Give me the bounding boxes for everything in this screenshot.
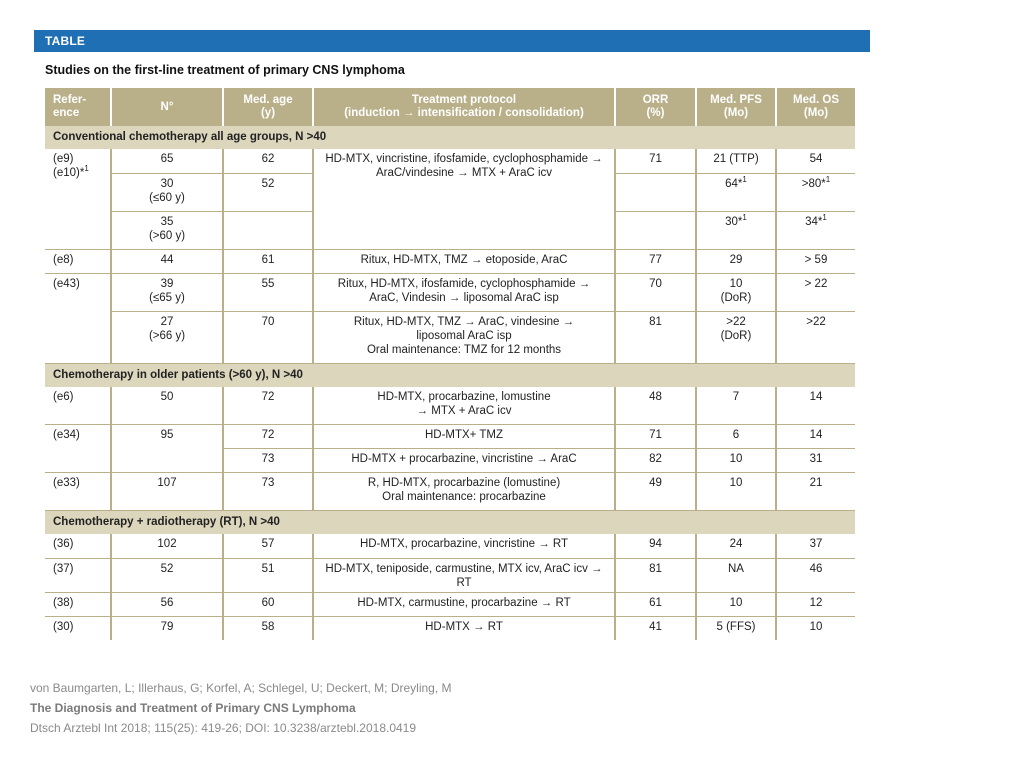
reference-cell: (e33) (45, 473, 111, 511)
studies-table (45, 88, 855, 640)
age-cell: 70 (223, 311, 313, 363)
pfs-cell: 29 (696, 249, 776, 273)
age-cell: 73 (223, 449, 313, 473)
age-cell: 51 (223, 558, 313, 592)
n-cell: 50 (111, 387, 223, 425)
table-panel (34, 30, 870, 640)
orr-cell: 49 (615, 473, 696, 511)
section-row (45, 363, 855, 387)
age-cell: 52 (223, 173, 313, 211)
n-cell: 35 (>60 y) (111, 211, 223, 249)
pfs-cell: NA (696, 558, 776, 592)
age-cell: 55 (223, 273, 313, 311)
n-cell: 107 (111, 473, 223, 511)
protocol-cell: HD-MTX, procarbazine, lomustine → MTX + AraC icv (313, 387, 615, 425)
table-row (45, 425, 855, 449)
os-cell: > 59 (776, 249, 855, 273)
n-cell: 52 (111, 558, 223, 592)
pfs-cell: 24 (696, 534, 776, 558)
n-cell: 30 (≤60 y) (111, 173, 223, 211)
os-cell: 37 (776, 534, 855, 558)
table-row (45, 149, 855, 173)
reference-cell: (36) (45, 534, 111, 558)
citation-authors: von Baumgarten, L; Illerhaus, G; Korfel, A; Schlegel, U; Deckert, M; Dreyling, M (30, 681, 452, 695)
n-cell: 102 (111, 534, 223, 558)
orr-cell: 41 (615, 616, 696, 640)
protocol-cell: HD-MTX, vincristine, ifosfamide, cyclophosphamide → AraC/vindesine → MTX + AraC icv (313, 149, 615, 249)
pfs-cell: 5 (FFS) (696, 616, 776, 640)
pfs-cell: 10 (696, 473, 776, 511)
reference-cell: (30) (45, 616, 111, 640)
table-label-bar: TABLE (34, 30, 870, 52)
os-cell: 12 (776, 592, 855, 616)
pfs-cell: 10 (696, 449, 776, 473)
section-row (45, 511, 855, 535)
age-cell: 72 (223, 387, 313, 425)
n-cell: 44 (111, 249, 223, 273)
age-cell (223, 211, 313, 249)
pfs-cell: 6 (696, 425, 776, 449)
col-orr: ORR (%) (615, 88, 696, 126)
table-caption: Studies on the first-line treatment of primary CNS lymphoma (45, 63, 405, 77)
os-cell: 14 (776, 425, 855, 449)
table-header-row (45, 88, 855, 126)
age-cell: 61 (223, 249, 313, 273)
orr-cell: 61 (615, 592, 696, 616)
protocol-cell: HD-MTX, carmustine, procarbazine → RT (313, 592, 615, 616)
orr-cell (615, 173, 696, 211)
orr-cell: 71 (615, 149, 696, 173)
col-protocol: Treatment protocol (induction → intensification / consolidation) (313, 88, 615, 126)
protocol-cell: Ritux, HD-MTX, TMZ → etoposide, AraC (313, 249, 615, 273)
n-cell: 27 (>66 y) (111, 311, 223, 363)
os-cell: 14 (776, 387, 855, 425)
age-cell: 57 (223, 534, 313, 558)
reference-cell: (37) (45, 558, 111, 592)
age-cell: 73 (223, 473, 313, 511)
orr-cell: 82 (615, 449, 696, 473)
os-cell: > 22 (776, 273, 855, 311)
orr-cell: 71 (615, 425, 696, 449)
pfs-cell: >22 (DoR) (696, 311, 776, 363)
orr-cell: 70 (615, 273, 696, 311)
col-reference: Refer- ence (45, 88, 111, 126)
table-row (45, 534, 855, 558)
os-cell: 46 (776, 558, 855, 592)
age-cell: 60 (223, 592, 313, 616)
protocol-cell: R, HD-MTX, procarbazine (lomustine) Oral maintenance: procarbazine (313, 473, 615, 511)
table-row (45, 273, 855, 311)
section-label: Chemotherapy + radiotherapy (RT), N >40 (45, 511, 855, 535)
age-cell: 62 (223, 149, 313, 173)
table-row (45, 311, 855, 363)
protocol-cell: HD-MTX+ TMZ (313, 425, 615, 449)
orr-cell: 81 (615, 558, 696, 592)
protocol-cell: HD-MTX → RT (313, 616, 615, 640)
citation-source: Dtsch Arztebl Int 2018; 115(25): 419-26; DOI: 10.3238/arztebl.2018.0419 (30, 721, 417, 735)
col-n: N° (111, 88, 223, 126)
protocol-cell: Ritux, HD-MTX, ifosfamide, cyclophosphamide → AraC, Vindesin → liposomal AraC isp (313, 273, 615, 311)
reference-cell: (e34) (45, 425, 111, 473)
reference-cell: (e43) (45, 273, 111, 363)
orr-cell: 48 (615, 387, 696, 425)
orr-cell: 77 (615, 249, 696, 273)
age-cell: 58 (223, 616, 313, 640)
pfs-cell: 10 (DoR) (696, 273, 776, 311)
reference-cell: (e8) (45, 249, 111, 273)
age-cell: 72 (223, 425, 313, 449)
pfs-cell: 7 (696, 387, 776, 425)
section-label: Chemotherapy in older patients (>60 y), N >40 (45, 363, 855, 387)
protocol-cell: HD-MTX, procarbazine, vincristine → RT (313, 534, 615, 558)
os-cell: 10 (776, 616, 855, 640)
table-row (45, 249, 855, 273)
reference-cell: (e6) (45, 387, 111, 425)
os-cell: 21 (776, 473, 855, 511)
citation-title: The Diagnosis and Treatment of Primary CNS Lymphoma (30, 701, 356, 715)
n-cell: 56 (111, 592, 223, 616)
n-cell: 95 (111, 425, 223, 473)
pfs-cell: 30*$^1$ (696, 211, 776, 249)
reference-cell: (e9) (e10)*$^1$ (45, 149, 111, 249)
col-median-os: Med. OS (Mo) (776, 88, 855, 126)
n-cell: 65 (111, 149, 223, 173)
protocol-cell: HD-MTX + procarbazine, vincristine → AraC (313, 449, 615, 473)
os-cell: 54 (776, 149, 855, 173)
orr-cell: 81 (615, 311, 696, 363)
orr-cell (615, 211, 696, 249)
orr-cell: 94 (615, 534, 696, 558)
os-cell: 31 (776, 449, 855, 473)
os-cell: 34*$^1$ (776, 211, 855, 249)
reference-cell: (38) (45, 592, 111, 616)
pfs-cell: 64*$^1$ (696, 173, 776, 211)
protocol-cell: Ritux, HD-MTX, TMZ → AraC, vindesine → liposomal AraC isp Oral maintenance: TMZ for 12 months (313, 311, 615, 363)
table-row (45, 387, 855, 425)
table-row (45, 473, 855, 511)
os-cell: >22 (776, 311, 855, 363)
table-row (45, 592, 855, 616)
n-cell: 39 (≤65 y) (111, 273, 223, 311)
section-row (45, 126, 855, 149)
pfs-cell: 10 (696, 592, 776, 616)
protocol-cell: HD-MTX, teniposide, carmustine, MTX icv, AraC icv → RT (313, 558, 615, 592)
section-label: Conventional chemotherapy all age groups, N >40 (45, 126, 855, 149)
table-row (45, 616, 855, 640)
col-median-pfs: Med. PFS (Mo) (696, 88, 776, 126)
citation (30, 678, 452, 738)
n-cell: 79 (111, 616, 223, 640)
col-median-age: Med. age (y) (223, 88, 313, 126)
pfs-cell: 21 (TTP) (696, 149, 776, 173)
os-cell: >80*$^1$ (776, 173, 855, 211)
table-row (45, 558, 855, 592)
